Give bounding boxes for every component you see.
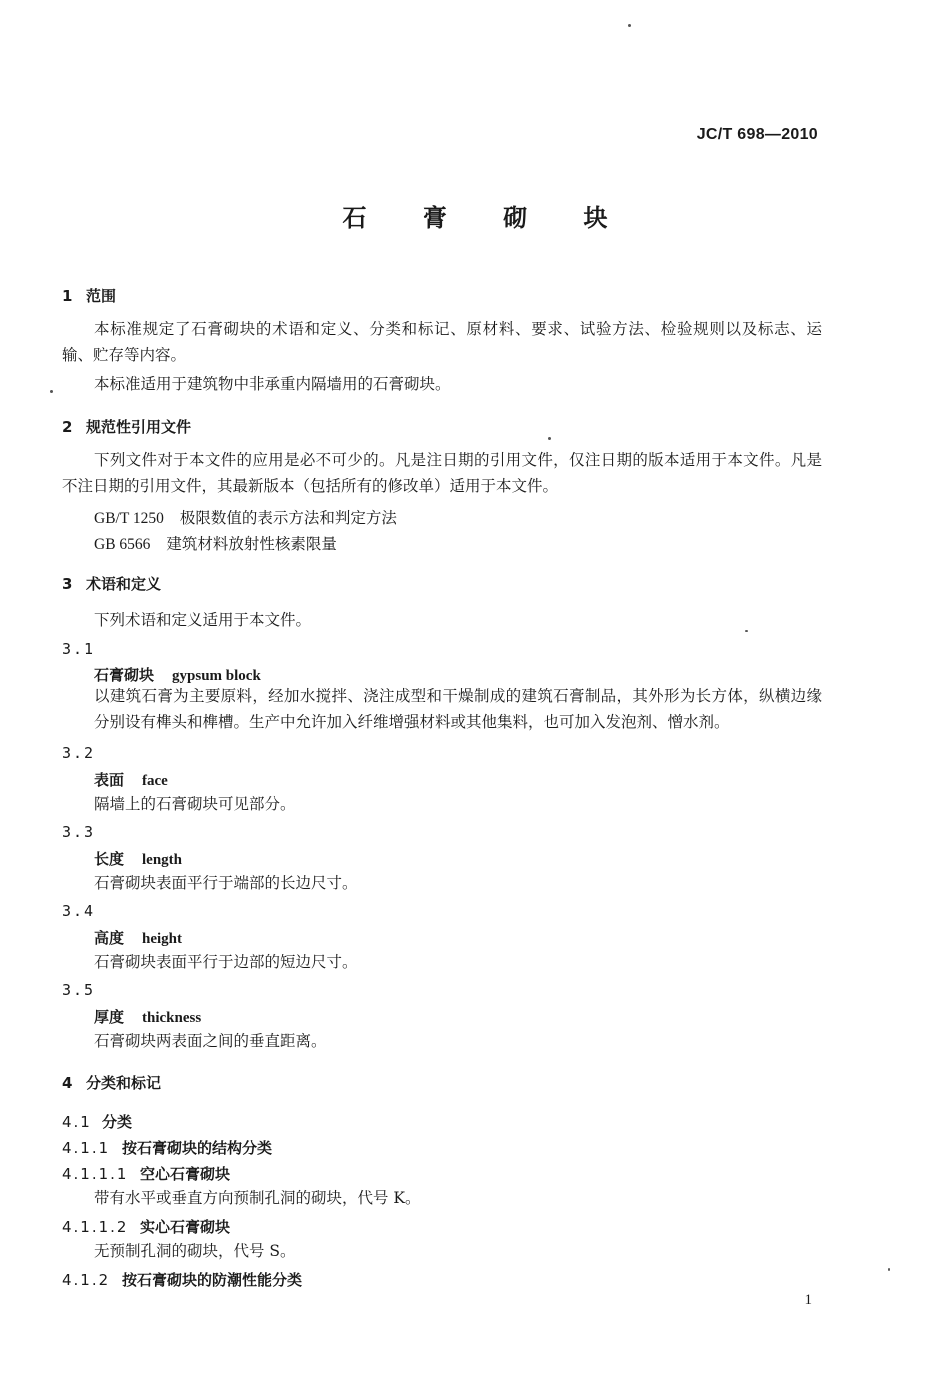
scan-speck xyxy=(50,390,53,393)
subsection-number: 4.1 xyxy=(62,1113,92,1131)
term-en: gypsum block xyxy=(172,668,261,684)
reference-title: 极限数值的表示方法和判定方法 xyxy=(179,509,397,527)
term-definition: 石膏砌块表面平行于边部的短边尺寸。 xyxy=(94,953,358,971)
subsection-4-1-1-1-heading xyxy=(62,1163,230,1184)
section-number: 3 xyxy=(62,575,73,593)
term-heading xyxy=(94,1006,201,1027)
subsection-number: 4.1.1.1 xyxy=(62,1165,129,1183)
subsection-number: 4.1.1.2 xyxy=(62,1218,129,1236)
scan-speck xyxy=(548,437,551,440)
subsection-definition: 带有水平或垂直方向预制孔洞的砌块，代号 K。 xyxy=(94,1189,421,1207)
term-heading xyxy=(94,664,261,685)
term-number: 3.4 xyxy=(62,902,96,920)
section-1-paragraph-2: 本标准适用于建筑物中非承重内隔墙用的石膏砌块。 xyxy=(94,375,451,393)
term-zh: 厚度 xyxy=(94,1008,125,1026)
term-number: 3.5 xyxy=(62,981,96,999)
subsection-title: 空心石膏砌块 xyxy=(140,1165,231,1183)
subsection-4-1-1-2-heading xyxy=(62,1216,230,1237)
term-zh: 石膏砌块 xyxy=(94,666,155,684)
term-definition: 隔墙上的石膏砌块可见部分。 xyxy=(94,795,296,813)
scan-speck xyxy=(888,1268,890,1271)
term-definition: 石膏砌块表面平行于端部的长边尺寸。 xyxy=(94,874,358,892)
term-number: 3.1 xyxy=(62,640,96,658)
term-en: face xyxy=(142,773,168,789)
subsection-title: 实心石膏砌块 xyxy=(140,1218,231,1236)
section-4-heading xyxy=(62,1072,161,1093)
term-heading xyxy=(94,769,168,790)
section-title: 术语和定义 xyxy=(86,575,162,593)
subsection-4-1-heading xyxy=(62,1111,132,1132)
section-3-intro: 下列术语和定义适用于本文件。 xyxy=(94,611,312,629)
term-heading xyxy=(94,848,182,869)
reference-code: GB/T 1250 xyxy=(94,510,164,527)
section-title: 规范性引用文件 xyxy=(86,418,192,436)
term-heading xyxy=(94,927,182,948)
term-en: height xyxy=(142,931,183,947)
section-title: 范围 xyxy=(86,287,117,305)
subsection-title: 分类 xyxy=(102,1113,133,1131)
term-definition: 以建筑石膏为主要原料，经加水搅拌、浇注成型和干燥制成的建筑石膏制品，其外形为长方体，纵横边缘分别设有榫头和榫槽。生产中允许加入纤维增强材料或其他集料，也可加入发泡剂、憎水剂。 xyxy=(94,687,822,731)
reference-code: GB 6566 xyxy=(94,536,151,553)
scan-speck xyxy=(628,24,631,27)
page-number: 1 xyxy=(804,1292,812,1308)
section-1-paragraph-1: 本标准规定了石膏砌块的术语和定义、分类和标记、原材料、要求、试验方法、检验规则以及标志、运输、贮存等内容。 xyxy=(62,320,822,364)
subsection-4-1-1-heading xyxy=(62,1137,272,1158)
term-number: 3.3 xyxy=(62,823,96,841)
section-number: 1 xyxy=(62,287,73,305)
scan-speck xyxy=(745,630,748,632)
section-number: 2 xyxy=(62,418,73,436)
section-2-paragraph-1: 下列文件对于本文件的应用是必不可少的。凡是注日期的引用文件，仅注日期的版本适用于本文件。凡是不注日期的引用文件，其最新版本（包括所有的修改单）适用于本文件。 xyxy=(62,451,822,495)
term-zh: 高度 xyxy=(94,929,125,947)
term-en: thickness xyxy=(142,1010,202,1026)
section-3-heading xyxy=(62,573,161,594)
section-number: 4 xyxy=(62,1074,73,1092)
term-zh: 长度 xyxy=(94,850,125,868)
term-en: length xyxy=(142,852,183,868)
section-2-heading xyxy=(62,416,191,437)
reference-item xyxy=(94,532,337,554)
term-number: 3.2 xyxy=(62,744,96,762)
term-zh: 表面 xyxy=(94,771,125,789)
subsection-number: 4.1.2 xyxy=(62,1271,111,1289)
term-definition: 石膏砌块两表面之间的垂直距离。 xyxy=(94,1032,327,1050)
reference-title: 建筑材料放射性核素限量 xyxy=(166,535,337,553)
section-1-heading xyxy=(62,285,116,306)
section-title: 分类和标记 xyxy=(86,1074,162,1092)
subsection-title: 按石膏砌块的结构分类 xyxy=(122,1139,273,1157)
reference-item xyxy=(94,506,397,528)
document-title: 石 膏 砌 块 xyxy=(342,204,632,232)
subsection-4-1-2-heading xyxy=(62,1269,302,1290)
subsection-definition: 无预制孔洞的砌块，代号 S。 xyxy=(94,1242,296,1260)
standard-number: JC/T 698—2010 xyxy=(696,126,818,143)
subsection-number: 4.1.1 xyxy=(62,1139,111,1157)
subsection-title: 按石膏砌块的防潮性能分类 xyxy=(122,1271,303,1289)
